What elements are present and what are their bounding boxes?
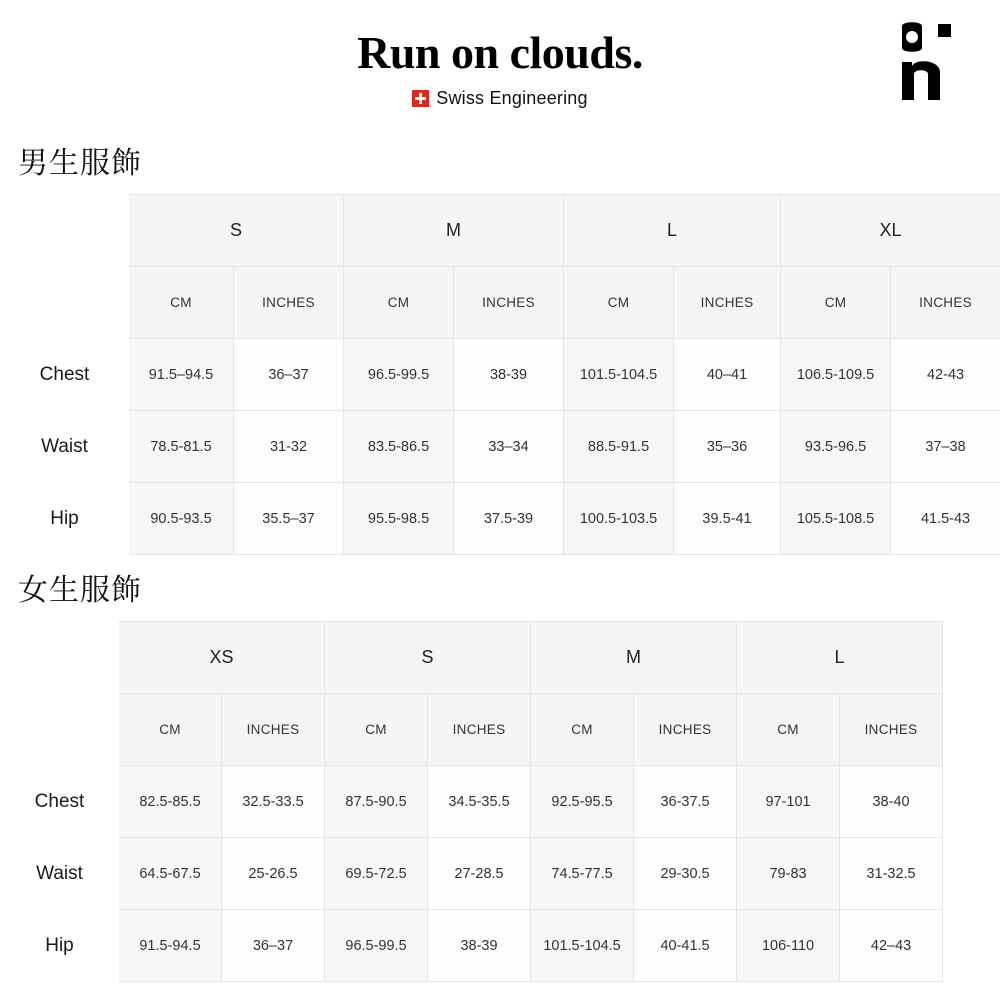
women-row-label-chest: Chest [1,766,119,838]
women-waist-xs-in: 25-26.5 [222,838,325,910]
men-chest-m-cm: 96.5-99.5 [344,339,454,411]
men-unit-s-in: INCHES [234,267,344,339]
women-chest-m-cm: 92.5-95.5 [531,766,634,838]
men-unit-header-row [1,267,1000,339]
men-corner-cell [1,195,129,267]
men-waist-m-cm: 83.5-86.5 [344,411,454,483]
women-chest-m-in: 36-37.5 [634,766,737,838]
women-row-label-hip: Hip [1,910,119,982]
women-row-label-waist: Waist [1,838,119,910]
men-table-wrapper [0,194,1000,555]
men-unit-l-in: INCHES [674,267,781,339]
men-row-label-waist: Waist [1,411,129,483]
men-size-header-s: S [129,195,344,267]
men-chest-m-in: 38-39 [454,339,564,411]
men-unit-xl-in: INCHES [891,267,1000,339]
women-chest-xs-in: 32.5-33.5 [222,766,325,838]
men-waist-s-in: 31-32 [234,411,344,483]
women-waist-s-in: 27-28.5 [428,838,531,910]
men-section-title: 男生服飾 [18,147,142,180]
men-size-header-row [1,195,1000,267]
women-hip-l-in: 42–43 [840,910,943,982]
women-hip-xs-cm: 91.5-94.5 [119,910,222,982]
men-chest-l-in: 40–41 [674,339,781,411]
women-corner-cell [1,622,119,694]
women-waist-l-in: 31-32.5 [840,838,943,910]
women-waist-m-in: 29-30.5 [634,838,737,910]
men-chest-xl-cm: 106.5-109.5 [781,339,891,411]
women-chest-s-in: 34.5-35.5 [428,766,531,838]
men-chest-s-cm: 91.5–94.5 [129,339,234,411]
women-unit-xs-in: INCHES [222,694,325,766]
women-waist-m-cm: 74.5-77.5 [531,838,634,910]
men-chest-xl-in: 42-43 [891,339,1000,411]
men-row-label-chest: Chest [1,339,129,411]
women-hip-m-cm: 101.5-104.5 [531,910,634,982]
table-row [1,910,943,982]
swiss-flag-icon [412,90,429,107]
men-waist-l-cm: 88.5-91.5 [564,411,674,483]
men-hip-l-cm: 100.5-103.5 [564,483,674,555]
women-size-table [0,621,943,982]
women-size-header-l: L [737,622,943,694]
table-row [1,483,1000,555]
men-chest-l-cm: 101.5-104.5 [564,339,674,411]
women-hip-s-cm: 96.5-99.5 [325,910,428,982]
men-hip-xl-in: 41.5-43 [891,483,1000,555]
men-hip-m-cm: 95.5-98.5 [344,483,454,555]
women-hip-m-in: 40-41.5 [634,910,737,982]
men-hip-xl-cm: 105.5-108.5 [781,483,891,555]
men-waist-xl-cm: 93.5-96.5 [781,411,891,483]
swiss-engineering-line [0,88,1000,109]
women-chest-l-in: 38-40 [840,766,943,838]
women-size-header-s: S [325,622,531,694]
men-row-label-hip: Hip [1,483,129,555]
men-waist-l-in: 35–36 [674,411,781,483]
men-chest-s-in: 36–37 [234,339,344,411]
swiss-engineering-label: Swiss Engineering [436,88,588,108]
women-size-header-m: M [531,622,737,694]
women-chest-l-cm: 97-101 [737,766,840,838]
page-header [0,0,1000,130]
women-waist-s-cm: 69.5-72.5 [325,838,428,910]
women-hip-s-in: 38-39 [428,910,531,982]
women-section-title: 女生服飾 [18,574,142,607]
men-waist-s-cm: 78.5-81.5 [129,411,234,483]
men-unit-l-cm: CM [564,267,674,339]
men-size-header-xl: XL [781,195,1000,267]
women-chest-xs-cm: 82.5-85.5 [119,766,222,838]
women-corner-cell-2 [1,694,119,766]
men-unit-s-cm: CM [129,267,234,339]
women-unit-l-cm: CM [737,694,840,766]
women-unit-l-in: INCHES [840,694,943,766]
men-waist-m-in: 33–34 [454,411,564,483]
men-hip-s-in: 35.5–37 [234,483,344,555]
women-unit-m-cm: CM [531,694,634,766]
brand-headline: Run on clouds. [357,27,643,78]
table-row [1,766,943,838]
women-unit-s-cm: CM [325,694,428,766]
women-waist-l-cm: 79-83 [737,838,840,910]
women-chest-s-cm: 87.5-90.5 [325,766,428,838]
women-hip-xs-in: 36–37 [222,910,325,982]
women-size-header-xs: XS [119,622,325,694]
women-size-header-row [1,622,943,694]
men-size-header-l: L [564,195,781,267]
women-unit-s-in: INCHES [428,694,531,766]
men-size-header-m: M [344,195,564,267]
table-row [1,838,943,910]
women-unit-xs-cm: CM [119,694,222,766]
men-waist-xl-in: 37–38 [891,411,1000,483]
men-unit-m-in: INCHES [454,267,564,339]
women-table-wrapper [0,621,1000,982]
men-corner-cell-2 [1,267,129,339]
men-size-table [0,194,1000,555]
women-waist-xs-cm: 64.5-67.5 [119,838,222,910]
men-unit-xl-cm: CM [781,267,891,339]
men-hip-l-in: 39.5-41 [674,483,781,555]
women-hip-l-cm: 106-110 [737,910,840,982]
table-row [1,411,1000,483]
men-unit-m-cm: CM [344,267,454,339]
women-unit-header-row [1,694,943,766]
on-running-logo-icon [894,22,958,102]
men-hip-s-cm: 90.5-93.5 [129,483,234,555]
table-row [1,339,1000,411]
men-hip-m-in: 37.5-39 [454,483,564,555]
women-unit-m-in: INCHES [634,694,737,766]
